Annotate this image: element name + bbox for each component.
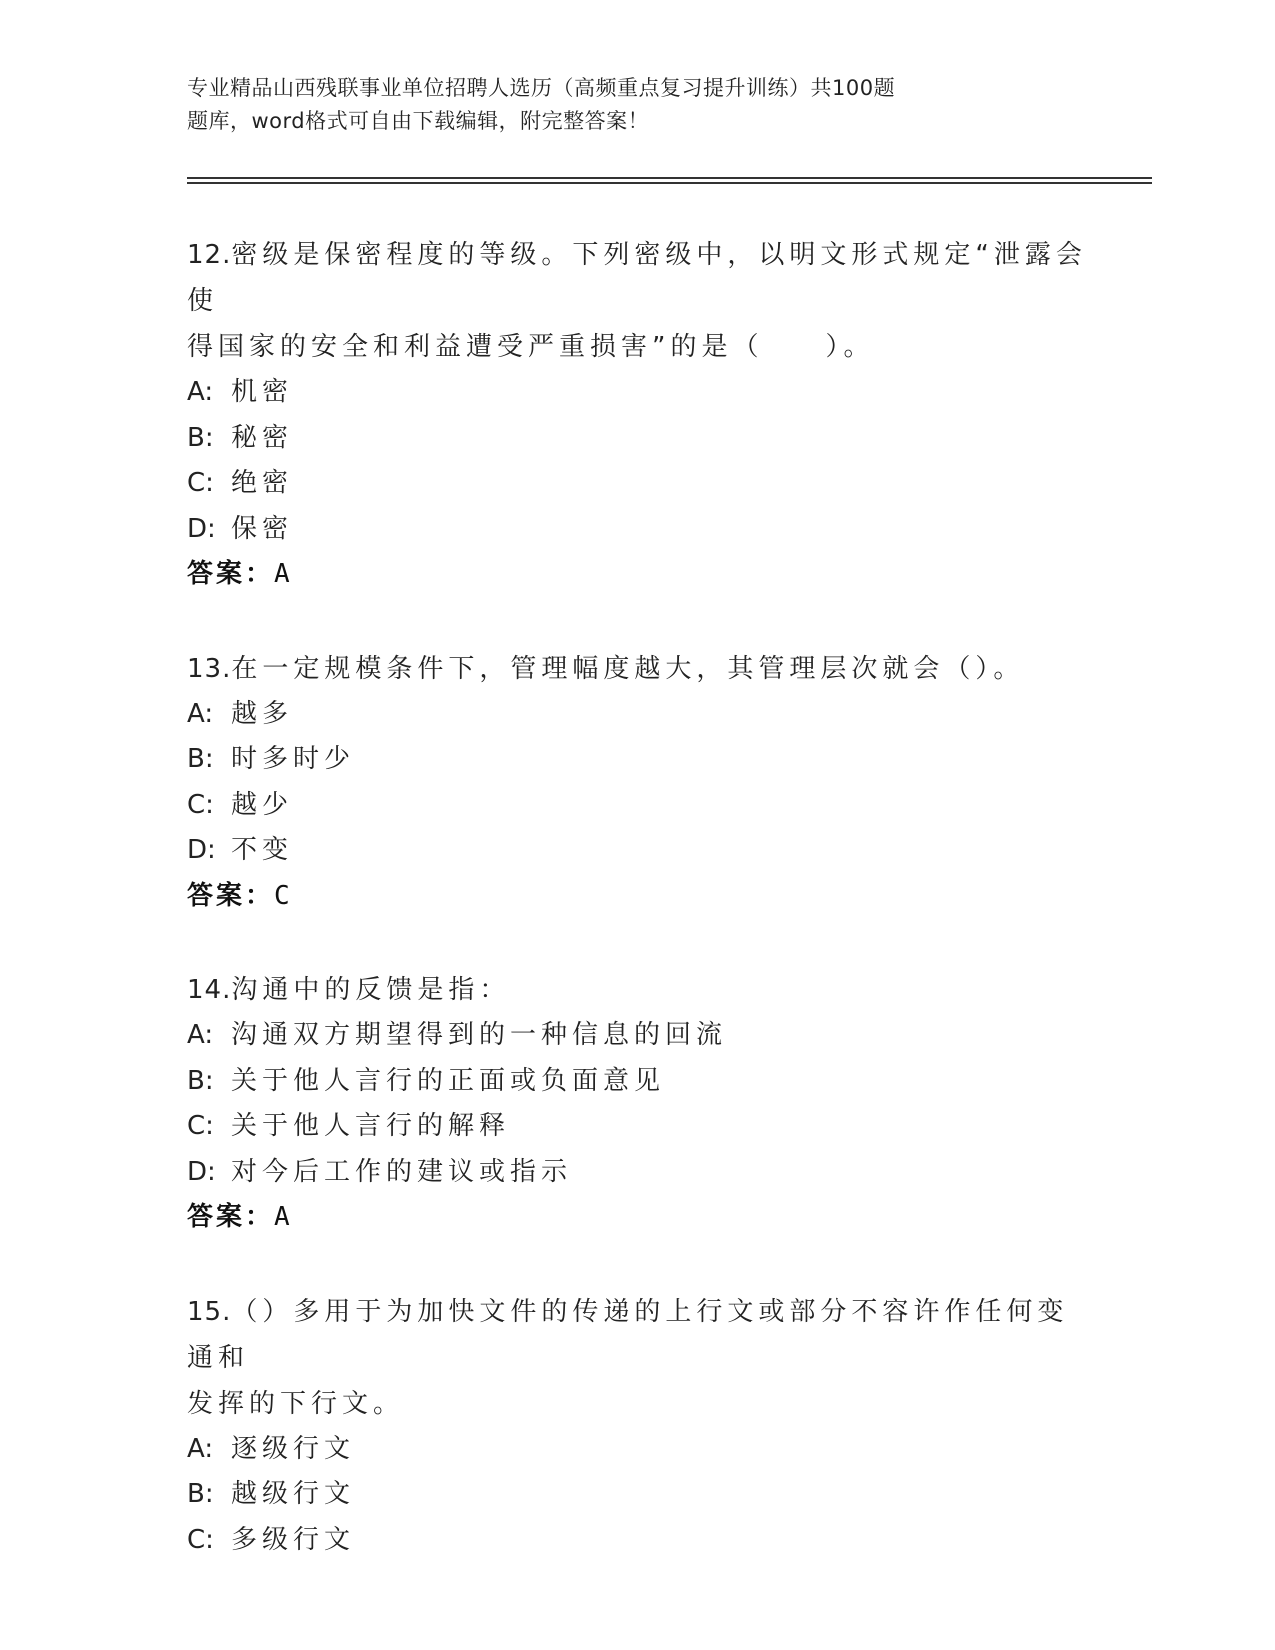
option-text: 沟通双方期望得到的一种信息的回流 xyxy=(231,1020,728,1050)
header-title-line-1: 专业精品山西残联事业单位招聘人选历（高频重点复习提升训练）共100题 xyxy=(187,76,896,100)
option-text: 越少 xyxy=(231,789,294,820)
option-d xyxy=(187,507,1087,553)
document-header xyxy=(187,72,1027,138)
question-stem-line-1: 沟通中的反馈是指： xyxy=(231,975,511,1005)
option-c xyxy=(187,783,1087,829)
option-letter: D: xyxy=(187,835,216,865)
option-text: 机密 xyxy=(231,377,294,407)
option-text: 保密 xyxy=(231,513,294,544)
answer-line xyxy=(187,874,1087,920)
header-divider-bottom xyxy=(187,182,1152,184)
question-stem xyxy=(187,967,1087,1013)
question-15 xyxy=(187,1289,1087,1564)
option-letter: A: xyxy=(187,377,214,407)
option-a xyxy=(187,1013,1087,1059)
question-13 xyxy=(187,646,1087,920)
option-text: 不变 xyxy=(231,835,294,865)
option-d xyxy=(187,1150,1087,1196)
option-letter: C: xyxy=(187,1111,214,1141)
option-text: 越级行文 xyxy=(231,1479,356,1509)
option-letter: A: xyxy=(187,698,214,729)
answer-value: A xyxy=(274,559,293,589)
option-b xyxy=(187,1059,1087,1105)
header-title-line-2: 题库，word格式可自由下载编辑，附完整答案！ xyxy=(187,109,650,133)
option-letter: C: xyxy=(187,468,214,498)
answer-line xyxy=(187,1195,1087,1241)
question-stem-line-2: 发挥的下行文。 xyxy=(187,1388,405,1419)
option-b xyxy=(187,1472,1087,1518)
option-text: 时多时少 xyxy=(231,744,356,774)
answer-line xyxy=(187,552,1087,598)
option-c xyxy=(187,1104,1087,1150)
option-letter: D: xyxy=(187,1156,216,1187)
option-c xyxy=(187,1518,1087,1564)
option-letter: B: xyxy=(187,1479,214,1509)
option-text: 关于他人言行的正面或负面意见 xyxy=(231,1065,666,1096)
answer-value: A xyxy=(274,1202,293,1232)
question-stem xyxy=(187,646,1087,692)
question-12 xyxy=(187,232,1087,598)
header-divider-top xyxy=(187,177,1152,179)
option-a xyxy=(187,1427,1087,1473)
option-text: 对今后工作的建议或指示 xyxy=(231,1156,573,1187)
option-letter: B: xyxy=(187,744,214,774)
question-stem-line-1: 密级是保密程度的等级。下列密级中，以明文形式规定“泄露会使 xyxy=(187,240,1087,316)
option-b xyxy=(187,737,1087,783)
answer-label: 答案： xyxy=(187,880,275,911)
question-number: 12. xyxy=(187,240,232,270)
question-stem-line-2: 得国家的安全和利益遭受严重损害”的是（ ）。 xyxy=(187,332,875,362)
option-text: 秘密 xyxy=(231,422,294,453)
question-number: 14. xyxy=(187,975,232,1005)
question-list xyxy=(187,232,1087,1611)
answer-label: 答案： xyxy=(187,1202,275,1232)
option-d xyxy=(187,828,1087,874)
question-number: 15. xyxy=(187,1296,232,1327)
option-text: 逐级行文 xyxy=(231,1433,356,1464)
option-b xyxy=(187,416,1087,462)
option-text: 绝密 xyxy=(231,468,294,498)
option-letter: C: xyxy=(187,789,214,820)
question-14 xyxy=(187,967,1087,1241)
option-letter: C: xyxy=(187,1524,214,1555)
answer-value: C xyxy=(274,880,293,911)
option-letter: B: xyxy=(187,422,214,453)
answer-label: 答案： xyxy=(187,559,275,589)
question-stem-line-1: 在一定规模条件下，管理幅度越大，其管理层次就会（）。 xyxy=(231,653,1025,684)
option-a xyxy=(187,370,1087,416)
option-c xyxy=(187,461,1087,507)
option-text: 越多 xyxy=(231,698,294,729)
option-text: 多级行文 xyxy=(231,1524,356,1555)
option-letter: A: xyxy=(187,1433,214,1464)
option-text: 关于他人言行的解释 xyxy=(231,1111,511,1141)
question-stem xyxy=(187,1289,1087,1427)
question-number: 13. xyxy=(187,653,232,684)
option-letter: D: xyxy=(187,513,216,544)
question-stem-line-1: （）多用于为加快文件的传递的上行文或部分不容许作任何变通和 xyxy=(187,1296,1069,1373)
option-letter: A: xyxy=(187,1020,214,1050)
question-stem xyxy=(187,232,1087,370)
option-letter: B: xyxy=(187,1065,214,1096)
option-a xyxy=(187,692,1087,738)
